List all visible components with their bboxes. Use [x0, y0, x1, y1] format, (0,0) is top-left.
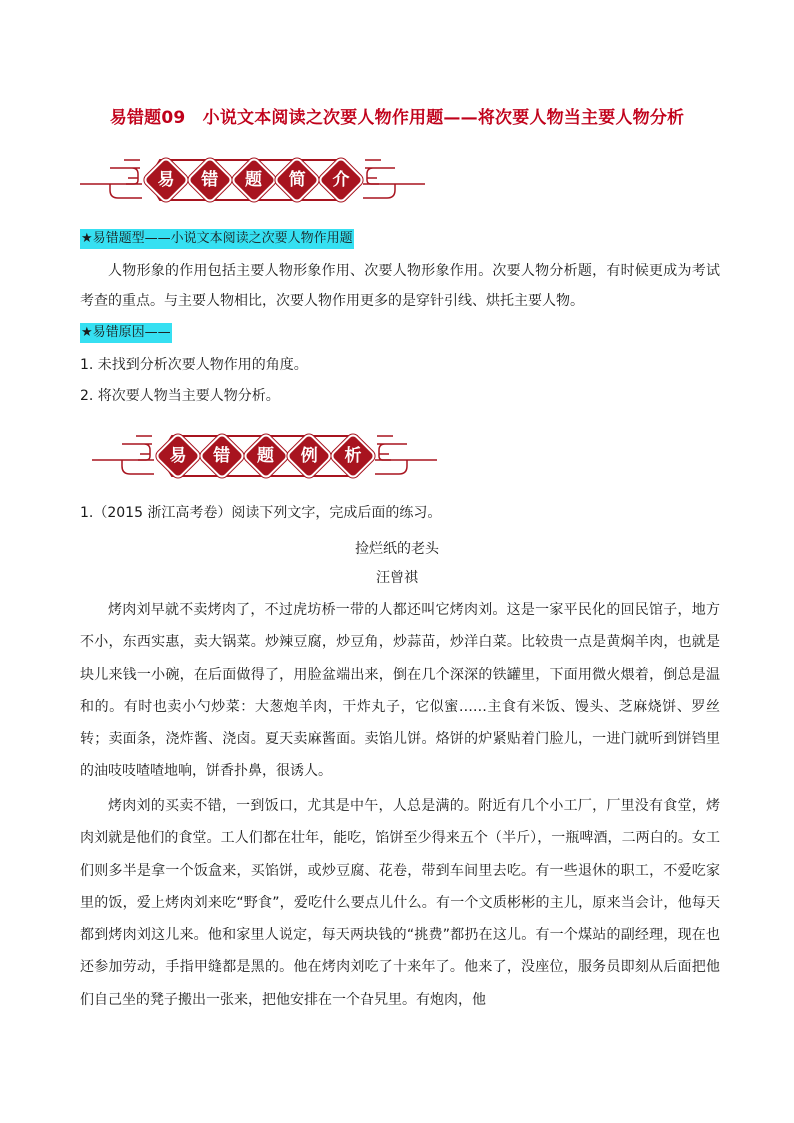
banner-char-3: 题: [234, 160, 274, 200]
banner-char-2: 错: [190, 160, 230, 200]
banner-char-4: 例: [289, 436, 329, 476]
page-title: 易错题09 小说文本阅读之次要人物作用题——将次要人物当主要人物分析: [109, 108, 685, 128]
banner-char-4: 简: [277, 160, 317, 200]
banner-char-5: 析: [333, 436, 373, 476]
error-type-heading: ★易错题型——小说文本阅读之次要人物作用题: [80, 229, 354, 249]
story-author: 汪曾祺: [376, 570, 418, 586]
error-reason-heading: ★易错原因——: [80, 323, 172, 343]
story-paragraph: 烤肉刘的买卖不错，一到饭口，尤其是中午，人总是满的。附近有几个小工厂，厂里没有食堂，烤肉刘就是他们的食堂。工人们都在壮年，能吃，馅饼至少得来五个（半斤），一瓶啤酒，二两白的。女工们则多半是拿一个饭盒来，买馅饼，或炒豆腐、花卷，带到车间里去吃。有一些退休的职工，不爱吃家里的饭，爱上烤肉刘来吃“野食”，爱吃什么要点儿什么。有一个文质彬彬的主儿，原来当会计，他每天都到烤肉刘这儿来。他和家里人说定，每天两块钱的“挑费”都扔在这儿。有一个煤站的副经理，现在也还参加劳动，手指甲缝都是黑的。他在烤肉刘吃了十来年了。他来了，没座位，服务员即刻从后面把他们自己坐的凳子搬出一张来，把他安排在一个旮旯里。有炮肉，他: [80, 798, 720, 1008]
reason-item: 1. 未找到分析次要人物作用的角度。: [80, 357, 308, 373]
story-paragraph: 烤肉刘早就不卖烤肉了，不过虎坊桥一带的人都还叫它烤肉刘。这是一家平民化的回民馆子，地方不小，东西实惠，卖大锅菜。炒辣豆腐，炒豆角，炒蒜苗，炒洋白菜。比较贵一点是黄焖羊肉，也就是块儿来钱一小碗，在后面做得了，用脸盆端出来，倒在几个深深的铁罐里，下面用微火煨着，倒总是温和的。有时也卖小勺炒菜：大葱炮羊肉，干炸丸子，它似蜜……主食有米饭、馒头、芝麻烧饼、罗丝转；卖面条，浇炸酱、浇卤。夏天卖麻酱面。卖馅儿饼。烙饼的炉紧贴着门脸儿，一进门就听到饼铛里的油吱吱喳喳地响，饼香扑鼻，很诱人。: [80, 602, 720, 780]
banner-char-2: 错: [202, 436, 242, 476]
story-title: 捡烂纸的老头: [355, 541, 439, 557]
banner-char-5: 介: [321, 160, 361, 200]
banner-char-3: 题: [246, 436, 286, 476]
question-prompt: 1.（2015 浙江高考卷）阅读下列文字，完成后面的练习。: [80, 505, 442, 521]
reason-item: 2. 将次要人物当主要人物分析。: [80, 388, 280, 404]
banner-char-1: 易: [146, 160, 186, 200]
banner-char-1: 易: [158, 436, 198, 476]
section-banner-intro: [80, 154, 425, 206]
error-type-paragraph: 人物形象的作用包括主要人物形象作用、次要人物形象作用。次要人物分析题，有时候更成为考试考查的重点。与主要人物相比，次要人物作用更多的是穿针引线、烘托主要人物。: [80, 263, 720, 309]
section-banner-example: [92, 430, 437, 482]
